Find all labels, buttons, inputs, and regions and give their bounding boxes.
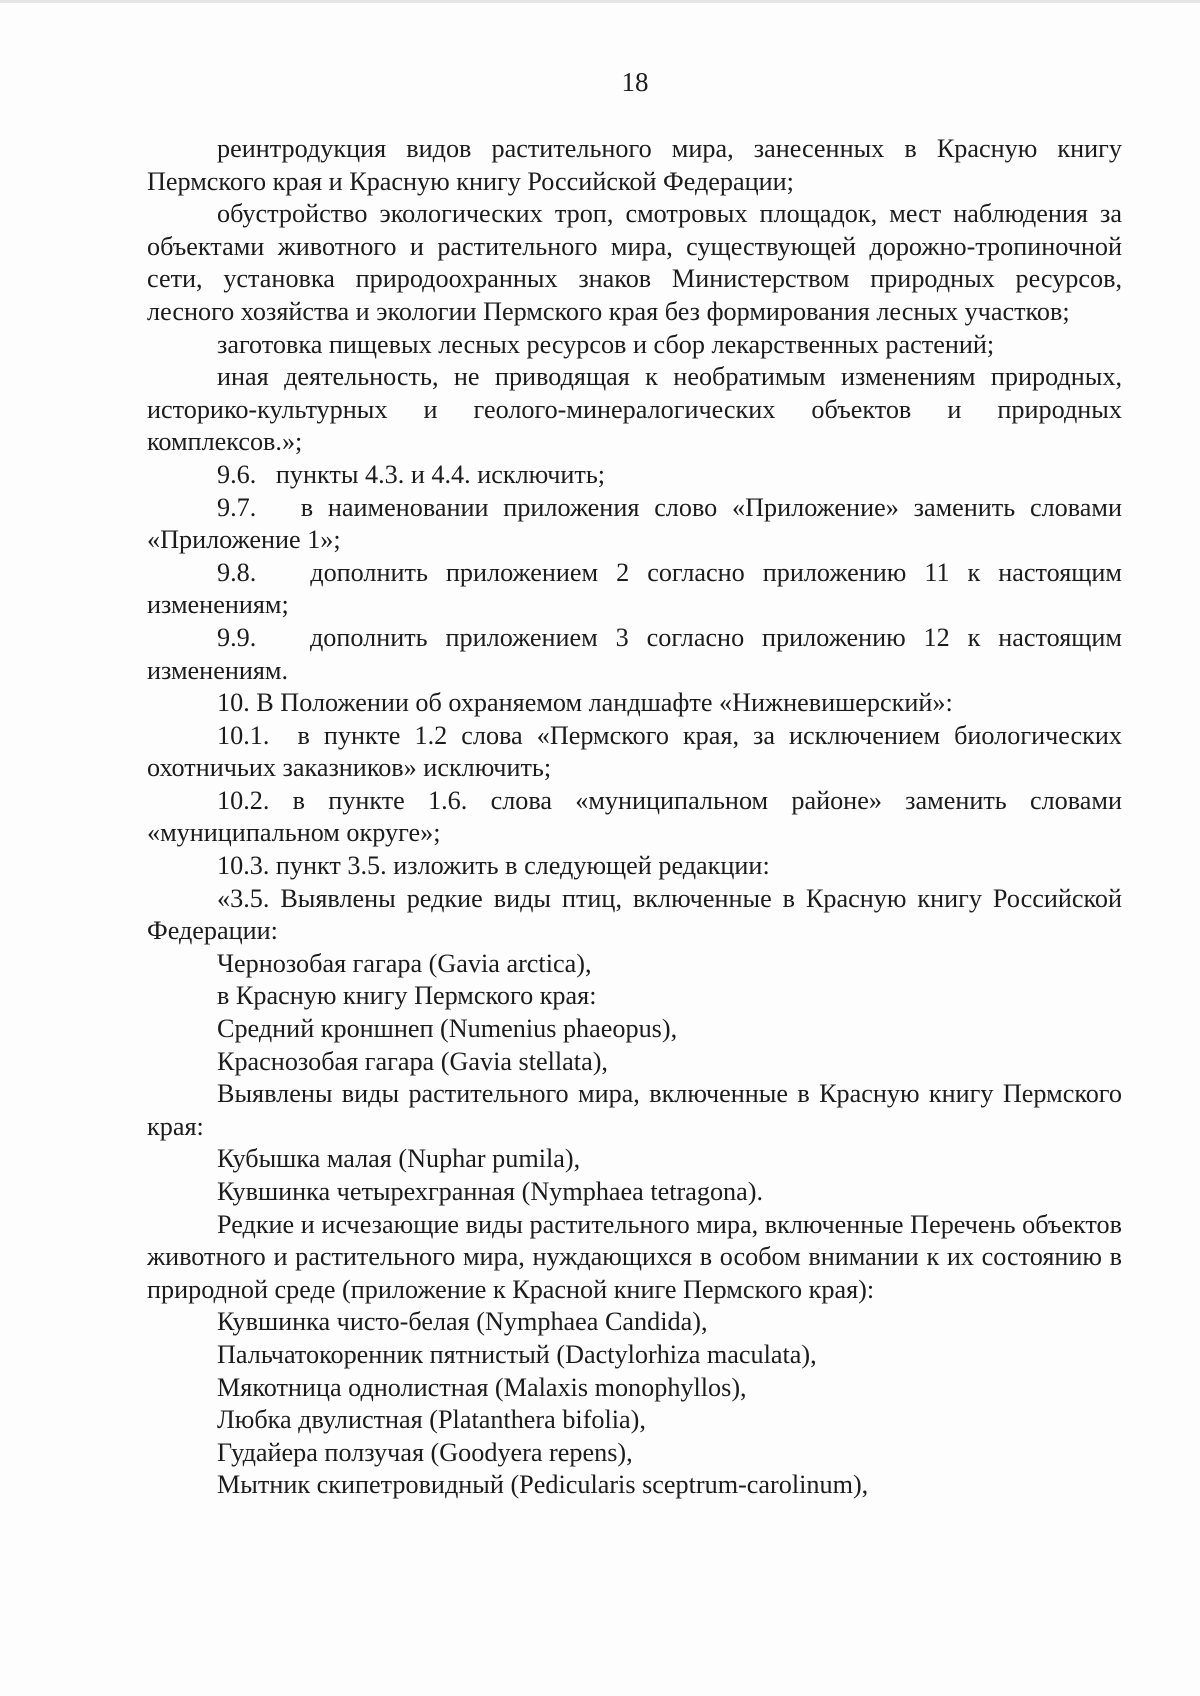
paragraph: 10. В Положении об охраняемом ландшафте «Нижневишерский»: [217,688,953,718]
paragraph: 10.2. в пункте 1.6. слова «муниципальном районе» заменить словами «муниципальном округе»; [147,785,1122,848]
species-line: Любка двулистная (Platanthera bifolia), [217,1405,646,1435]
paragraph: 9.8. дополнить приложением 2 согласно приложению 11 к настоящим изменениям; [147,557,1129,620]
paragraph: обустройство экологических троп, смотровых площадок, мест наблюдения за объектами животного и растительного мира, существующей дорожно-тропиночной сети, установка природоохранных знаков Министерством природных ресурсов, лесного хозяйства и экологии Пермского края без формирования лесных участков; [147,199,1122,326]
species-line: Пальчатокоренник пятнистый (Dactylorhiza maculata), [217,1339,817,1369]
scan-edge [0,0,1200,3]
body-text [147,133,1129,1502]
paragraph: иная деятельность, не приводящая к необратимым изменениям природных, историко-культурных и геолого-минералогических объектов и природных комплексов.»; [147,362,1122,457]
paragraph: реинтродукция видов растительного мира, занесенных в Красную книгу Пермского края и Красную книгу Российской Федерации; [147,134,1122,196]
paragraph: 10.3. пункт 3.5. изложить в следующей редакции: [217,851,770,881]
species-line: Кувшинка чисто-белая (Nymphaea Candida), [217,1307,708,1337]
paragraph: 9.9. дополнить приложением 3 согласно приложению 12 к настоящим изменениям. [147,622,1129,685]
paragraph: 9.7. в наименовании приложения слово «Приложение» заменить словами «Приложение 1»; [147,492,1129,555]
paragraph: 9.6. пункты 4.3. и 4.4. исключить; [217,459,606,489]
paragraph: Редкие и исчезающие виды растительного мира, включенные Перечень объектов животного и растительного мира, нуждающихся в особом внимании к их состоянию в природной среде (приложение к Красной книге Пермского края): [147,1209,1122,1304]
species-line: Средний кроншнеп (Numenius phaeopus), [217,1014,678,1044]
species-line: Гудайера ползучая (Goodyera repens), [217,1437,633,1467]
species-line: Краснозобая гагара (Gavia stellata), [217,1046,608,1076]
paragraph: 10.1. в пункте 1.2 слова «Пермского края, за исключением биологических охотничьих заказников» исключить; [147,720,1129,783]
species-line: Кубышка малая (Nuphar pumila), [217,1144,581,1174]
paragraph: в Красную книгу Пермского края: [217,981,597,1011]
paragraph: заготовка пищевых лесных ресурсов и сбор лекарственных растений; [217,329,995,359]
paragraph: Выявлены виды растительного мира, включенные в Красную книгу Пермского края: [147,1079,1122,1141]
paragraph: «3.5. Выявлены редкие виды птиц, включенные в Красную книгу Российской Федерации: [147,883,1122,946]
species-line: Чернозобая гагара (Gavia arctica), [217,948,592,978]
page-number: 18 [621,67,649,97]
species-line: Кувшинка четырехгранная (Nymphaea tetragona). [217,1177,764,1206]
species-line: Мытник скипетровидный (Pedicularis sceptrum-carolinum), [217,1470,869,1500]
species-line: Мякотница однолистная (Malaxis monophyllos), [217,1372,747,1402]
